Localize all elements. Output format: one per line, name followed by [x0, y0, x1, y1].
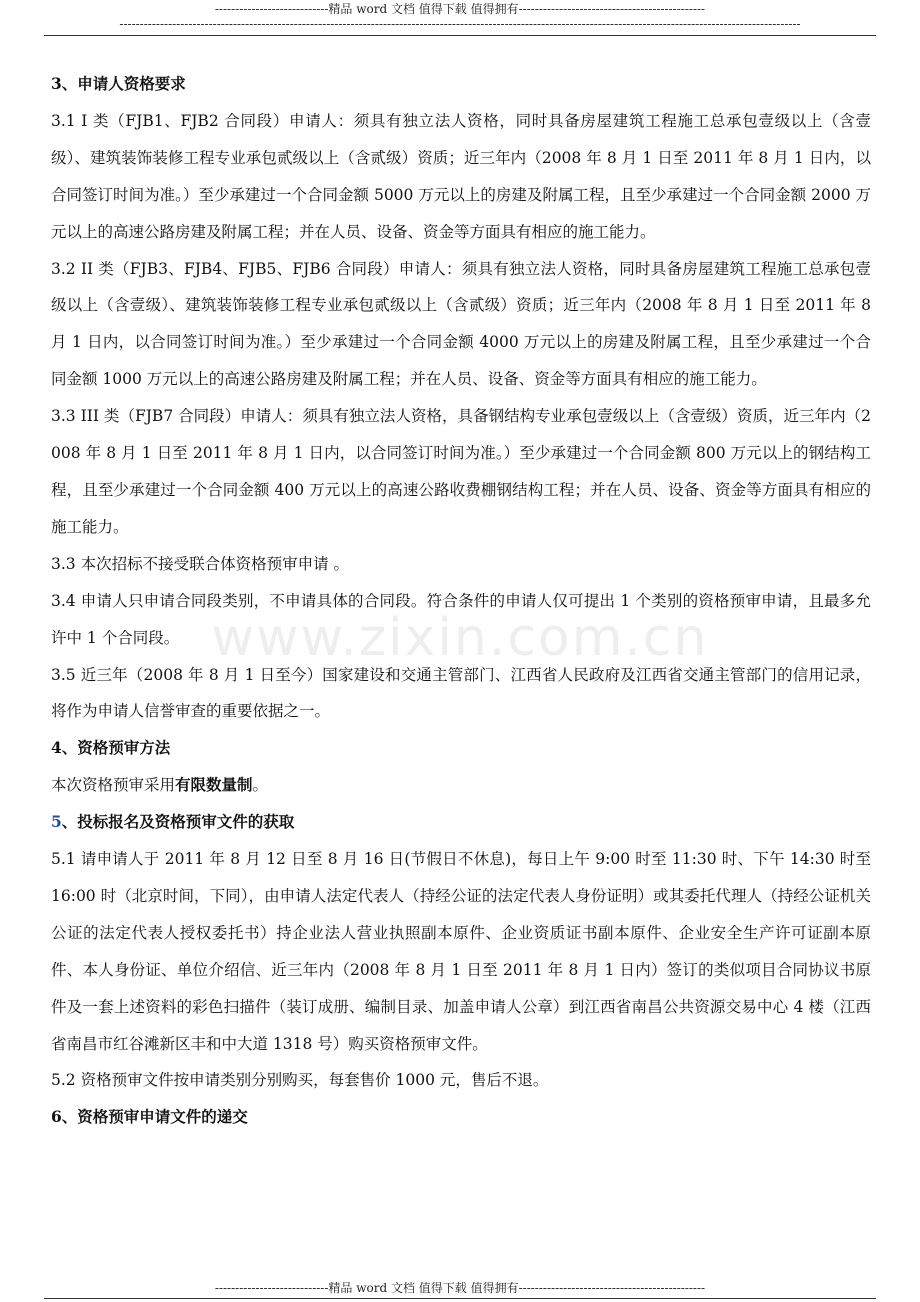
paragraph-5-2: 5.2 资格预审文件按申请类别分别购买，每套售价 1000 元，售后不退。 [51, 1071, 549, 1090]
footer-rule [44, 1298, 876, 1299]
paragraph-3-2: 3.2 II 类（FJB3、FJB4、FJB5、FJB6 合同段）申请人：须具有独立法人资格，同时具备房屋建筑工程施工总承包壹级以上（含壹级）、建筑装饰装修工程专业承包贰级以上（含贰级）资质；近三年内（2008 年 8 月 1 日至 2011 年 8 月 1 日内，以合同签订时间为准。）至少承建过一个合同金额 4000 万元以上的房建及附属工程，且至少承建过一个合同金额 1000 万元以上的高速公路房建及附属工程；并在人员、设备、资金等方面具有相应的施工能力。 [51, 259, 871, 389]
paragraph-4-bold: 有限数量制 [175, 775, 253, 795]
section-5-text: 、投标报名及资格预审文件的获取 [61, 812, 295, 832]
paragraph-5-1: 5.1 请申请人于 2011 年 8 月 12 日至 8 月 16 日(节假日不休息)，每日上午 9:00 时至 11:30 时、下午 14:30 时至 16:00 时（北京时间，下同），由申请人法定代表人（持经公证的法定代表人身份证明）或其委托代理人（持经公证机关公证的法定代表人授权委托书）持企业法人营业执照副本原件、企业资质证书副本原件、企业安全生产许可证副本原件、本人身份证、单位介绍信、近三年内（2008 年 8 月 1 日至 2011 年 8 月 1 日内）签订的类似项目合同协议书原件及一套上述资料的彩色扫描件（装订成册、编制目录、加盖申请人公章）到江西省南昌公共资源交易中心 4 楼（江西省南昌市红谷滩新区丰和中大道 1318 号）购买资格预审文件。 [51, 850, 871, 1053]
section-5-title [51, 804, 871, 841]
section-5-number: 5 [51, 812, 62, 832]
section-3-title: 3、申请人资格要求 [51, 74, 186, 93]
paragraph-3-3-class-iii: 3.3 III 类（FJB7 合同段）申请人：须具有独立法人资格，具备钢结构专业承包壹级以上（含壹级）资质，近三年内（2008 年 8 月 1 日至 2011 年 8 月 1 日内，以合同签订时间为准。）至少承建过一个合同金额 800 万元以上的钢结构工程，且至少承建过一个合同金额 400 万元以上的高速公路收费棚钢结构工程；并在人员、设备、资金等方面具有相应的施工能力。 [51, 407, 871, 536]
watermark: www.zixin.com.cn [211, 608, 709, 668]
document-body [51, 66, 871, 1136]
paragraph-4-suffix: 。 [252, 776, 269, 795]
header-banner: ----------------------------精品 word 文档 值得下载 值得拥有---------------------------------------------- [214, 2, 706, 16]
section-4-title: 4、资格预审方法 [51, 738, 171, 758]
paragraph-3-5: 3.5 近三年（2008 年 8 月 1 日至今）国家建设和交通主管部门、江西省人民政府及江西省交通主管部门的信用记录，将作为申请人信誉审查的重要依据之一。 [51, 665, 871, 721]
paragraph-4 [51, 767, 871, 804]
section-6-title: 6、资格预审申请文件的递交 [51, 1107, 248, 1127]
footer-banner: ----------------------------精品 word 文档 值得下载 值得拥有---------------------------------------------- [214, 1281, 706, 1295]
paragraph-3-4: 3.4 申请人只申请合同段类别，不申请具体的合同段。符合条件的申请人仅可提出 1 个类别的资格预审申请，且最多允许中 1 个合同段。 [51, 591, 871, 647]
paragraph-4-prefix: 本次资格预审采用 [51, 776, 176, 795]
paragraph-3-1: 3.1 I 类（FJB1、FJB2 合同段）申请人：须具有独立法人资格，同时具备房屋建筑工程施工总承包壹级以上（含壹级）、建筑装饰装修工程专业承包贰级以上（含贰级）资质；近三年内（2008 年 8 月 1 日至 2011 年 8 月 1 日内，以合同签订时间为准。）至少承建过一个合同金额 5000 万元以上的房建及附属工程，且至少承建过一个合同金额 2000 万元以上的高速公路房建及附属工程；并在人员、设备、资金等方面具有相应的施工能力。 [51, 111, 871, 241]
header-dashes: ------------------------------------------------------------------------------------------------------------------------------------------------------------------------ [119, 17, 801, 31]
paragraph-3-3-consortium: 3.3 本次招标不接受联合体资格预审申请 。 [51, 554, 350, 573]
header-rule [44, 35, 876, 36]
